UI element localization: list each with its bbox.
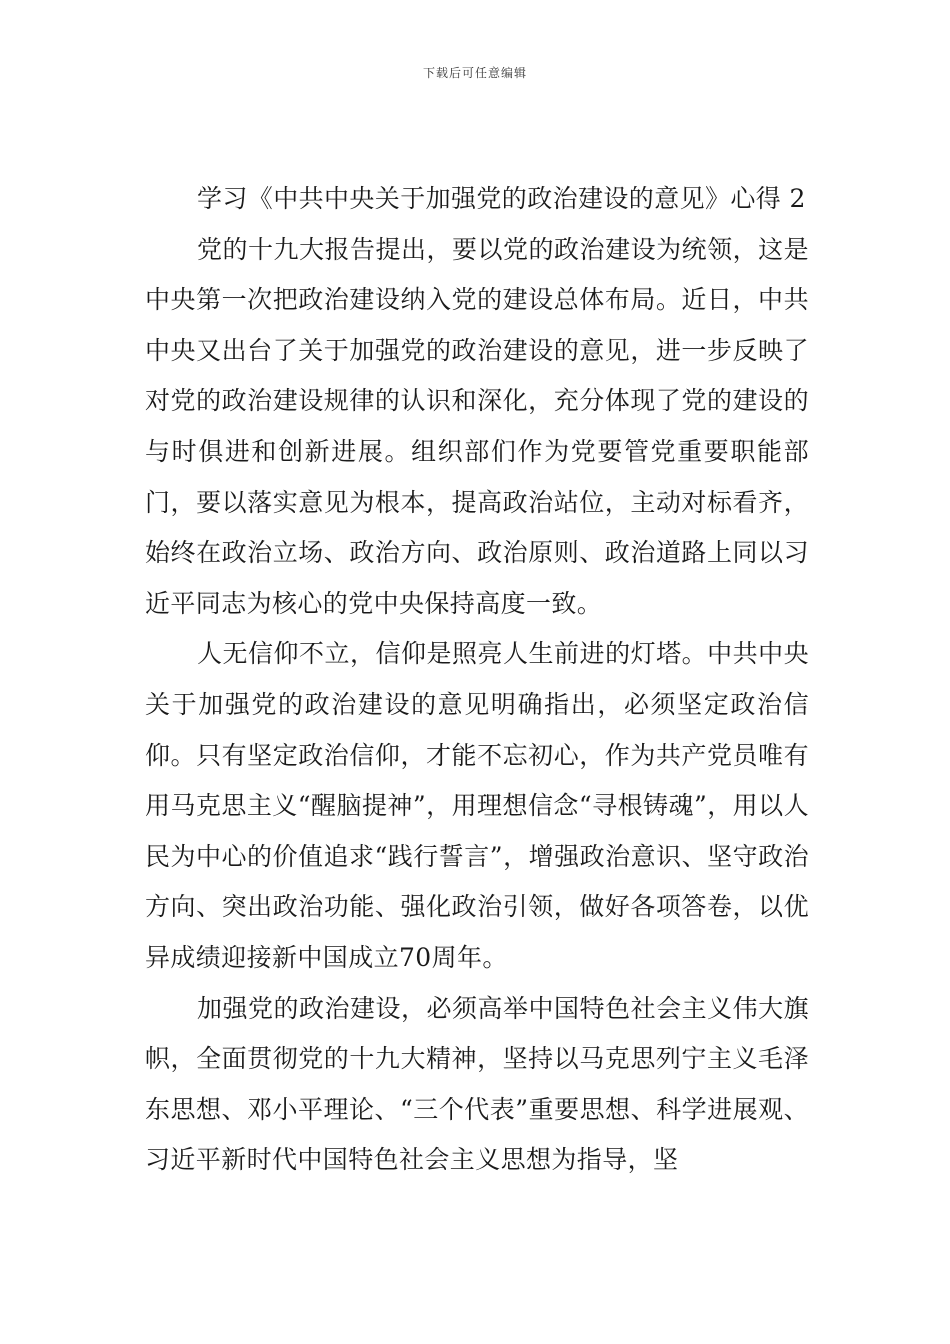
paragraph-3: 加强党的政治建设，必须高举中国特色社会主义伟大旗帜，全面贯彻党的十九大精神，坚持以马克思列宁主义毛泽东思想、邓小平理论、“三个代表”重要思想、科学进展观、习近平新时代中国特色社会主义思想为指导，坚	[145, 993, 809, 1175]
paragraph-2: 人无信仰不立，信仰是照亮人生前进的灯塔。中共中央关于加强党的政治建设的意见明确指出，必须坚定政治信仰。只有坚定政治信仰，才能不忘初心，作为共产党员唯有用马克思主义“醒脑提神”，用理想信念“寻根铸魂”，用以人民为中心的价值追求“践行誓言”，增强政治意识、坚守政治方向、突出政治功能、强化政治引领，做好各项答卷，以优异成绩迎接新中国成立70周年。	[145, 639, 809, 972]
paragraph-1: 党的十九大报告提出，要以党的政治建设为统领，这是中央第一次把政治建设纳入党的建设总体布局。近日，中共中央又出台了关于加强党的政治建设的意见，进一步反映了对党的政治建设规律的认识和深化，充分体现了党的建设的与时俱进和创新进展。组织部们作为党要管党重要职能部门，要以落实意见为根本，提高政治站位，主动对标看齐，始终在政治立场、政治方向、政治原则、政治道路上同以习近平同志为核心的党中央保持高度一致。	[145, 234, 809, 618]
page-header-note: 下载后可任意编辑	[422, 66, 527, 80]
document-body	[145, 174, 809, 1186]
document-title: 学习《中共中央关于加强党的政治建设的意见》心得 2	[197, 184, 806, 213]
